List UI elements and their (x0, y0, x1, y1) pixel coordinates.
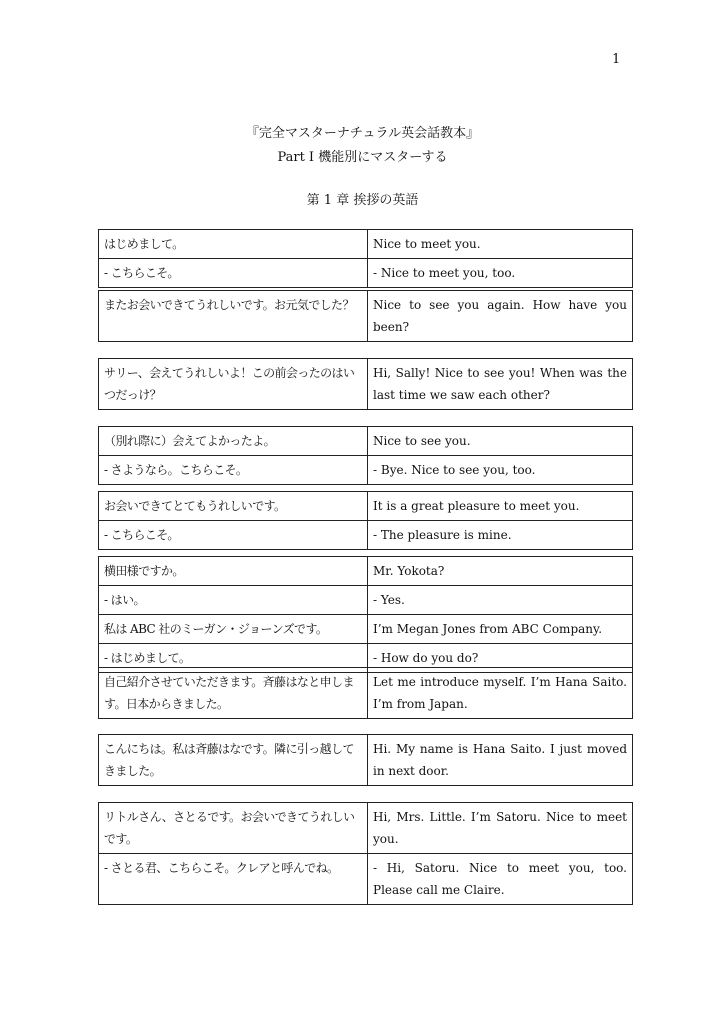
english-cell: - Bye. Nice to see you, too. (368, 456, 633, 485)
english-cell: - Hi, Satoru. Nice to meet you, too. Please call me Claire. (368, 854, 633, 905)
phrase-table (98, 358, 633, 410)
japanese-cell: リトルさん、さとるです。お会いできてうれしいです。 (99, 803, 368, 854)
table-row (99, 586, 633, 615)
japanese-cell: またお会いできてうれしいです。お元気でした？ (99, 291, 368, 342)
table-row (99, 492, 633, 521)
japanese-cell: 自己紹介させていただきます。斉藤はなと申します。日本からきました。 (99, 668, 368, 719)
japanese-cell: - はじめまして。 (99, 644, 368, 673)
phrase-table (98, 426, 633, 485)
phrase-table (98, 667, 633, 719)
english-cell: Hi, Mrs. Little. I’m Satoru. Nice to meet you. (368, 803, 633, 854)
english-cell: - Nice to meet you, too. (368, 259, 633, 288)
english-cell: Mr. Yokota? (368, 557, 633, 586)
table-row (99, 735, 633, 786)
table-row (99, 230, 633, 259)
title-block (0, 122, 725, 170)
english-cell: Hi. My name is Hana Saito. I just moved in next door. (368, 735, 633, 786)
book-title: 『完全マスターナチュラル英会話教本』 (245, 126, 480, 141)
japanese-cell: はじめまして。 (99, 230, 368, 259)
japanese-cell: - こちらこそ。 (99, 259, 368, 288)
phrase-table (98, 491, 633, 550)
phrase-table (98, 556, 633, 673)
phrase-table (98, 734, 633, 786)
japanese-cell: - はい。 (99, 586, 368, 615)
japanese-cell: 横田様ですか。 (99, 557, 368, 586)
table-row (99, 521, 633, 550)
english-cell: Nice to meet you. (368, 230, 633, 259)
phrase-table (98, 229, 633, 288)
japanese-cell: 私は ABC 社のミーガン・ジョーンズです。 (99, 615, 368, 644)
table-row (99, 854, 633, 905)
japanese-cell: - さとる君、こちらこそ。クレアと呼んでね。 (99, 854, 368, 905)
japanese-cell: サリー、会えてうれしいよ！この前会ったのはいつだっけ？ (99, 359, 368, 410)
english-cell: - The pleasure is mine. (368, 521, 633, 550)
table-row (99, 615, 633, 644)
table-row (99, 668, 633, 719)
english-cell: I’m Megan Jones from ABC Company. (368, 615, 633, 644)
table-row (99, 291, 633, 342)
table-row (99, 359, 633, 410)
japanese-cell: - さようなら。こちらこそ。 (99, 456, 368, 485)
part-title: Part I 機能別にマスターする (277, 150, 448, 165)
english-cell: Hi, Sally! Nice to see you! When was the last time we saw each other? (368, 359, 633, 410)
table-row (99, 259, 633, 288)
japanese-cell: - こちらこそ。 (99, 521, 368, 550)
table-row (99, 803, 633, 854)
page-number: 1 (612, 52, 621, 67)
english-cell: It is a great pleasure to meet you. (368, 492, 633, 521)
table-row (99, 557, 633, 586)
english-cell: - How do you do? (368, 644, 633, 673)
japanese-cell: （別れ際に）会えてよかったよ。 (99, 427, 368, 456)
phrase-table (98, 290, 633, 342)
table-row (99, 427, 633, 456)
english-cell: Let me introduce myself. I’m Hana Saito. I’m from Japan. (368, 668, 633, 719)
table-row (99, 456, 633, 485)
english-cell: Nice to see you again. How have you been? (368, 291, 633, 342)
english-cell: - Yes. (368, 586, 633, 615)
phrase-table (98, 802, 633, 905)
chapter-heading: 第 1 章 挨拶の英語 (306, 193, 419, 208)
japanese-cell: こんにちは。私は斉藤はなです。隣に引っ越してきました。 (99, 735, 368, 786)
japanese-cell: お会いできてとてもうれしいです。 (99, 492, 368, 521)
english-cell: Nice to see you. (368, 427, 633, 456)
